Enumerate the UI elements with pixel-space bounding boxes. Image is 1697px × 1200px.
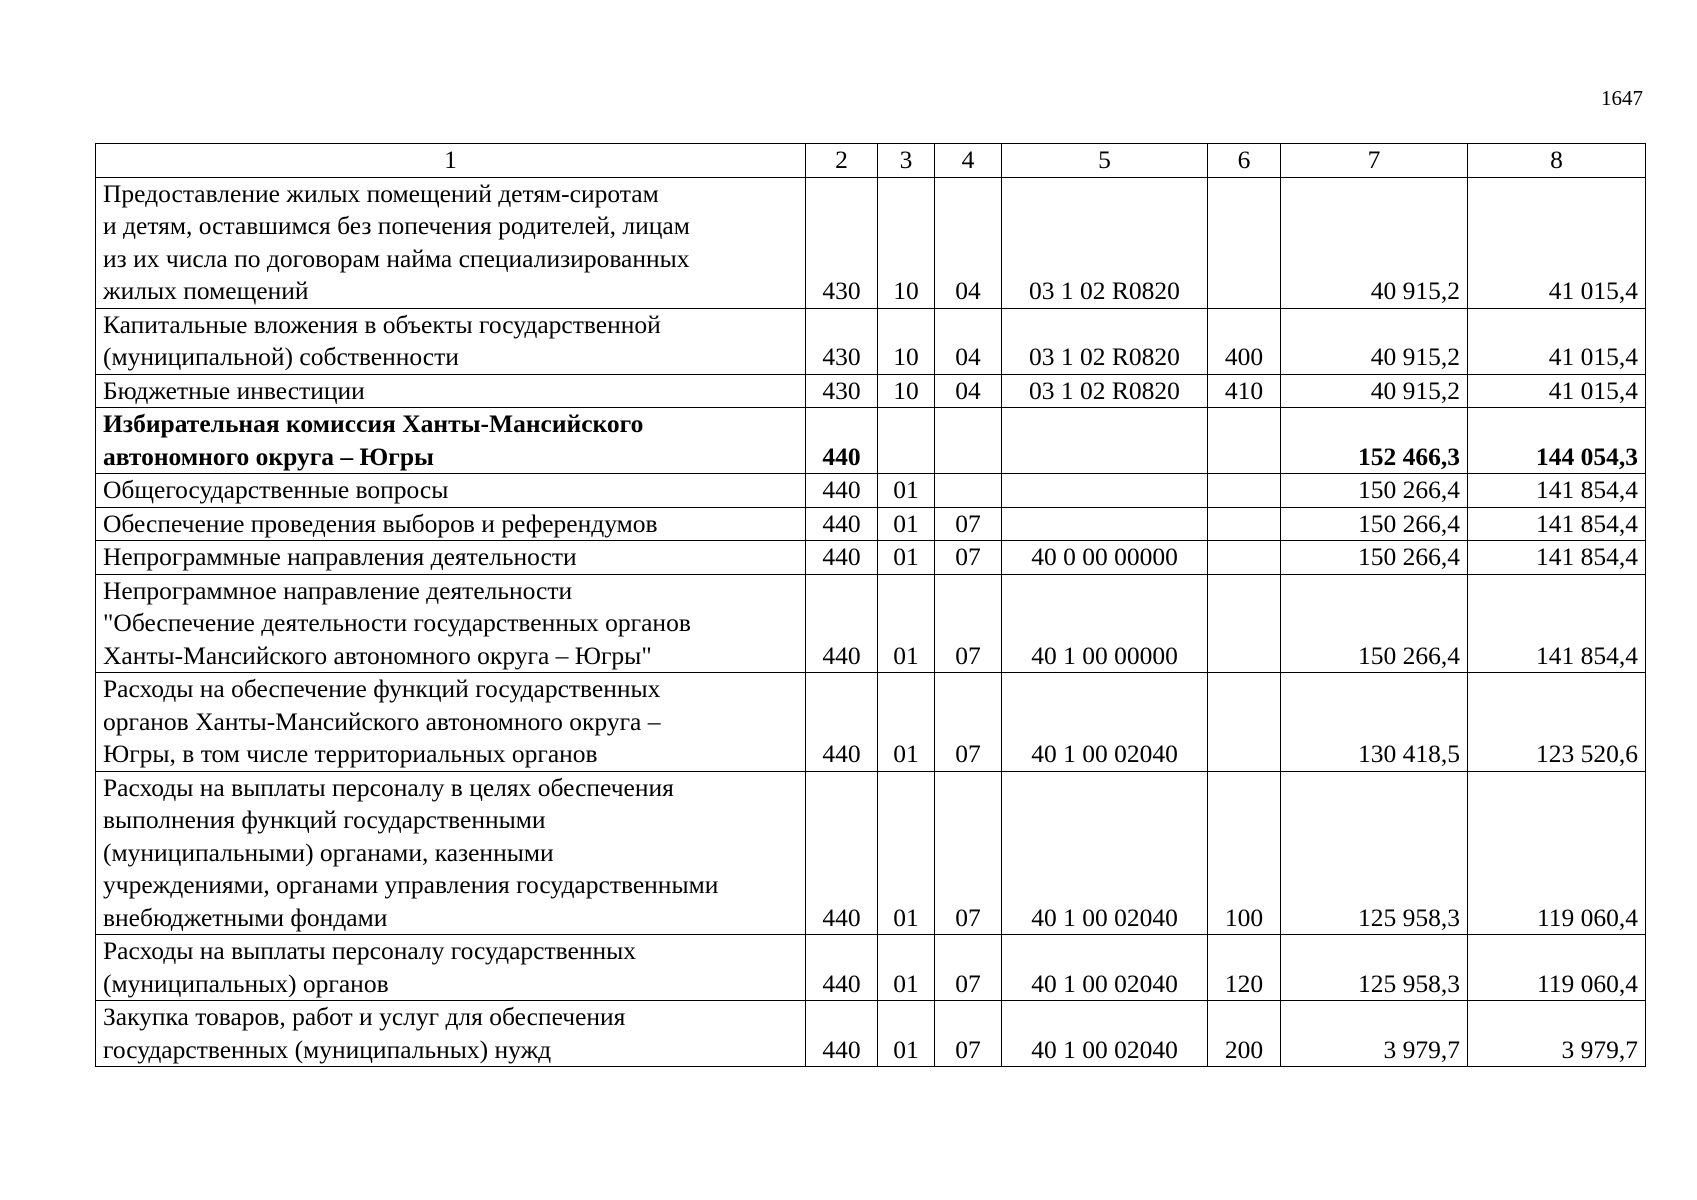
row-code-cell-c4 (935, 474, 1002, 508)
row-name-line: из их числа по договорам найма специализированных (103, 243, 690, 273)
row-amount-cell-c7: 152 466,3 (1281, 408, 1468, 474)
row-code-cell-c5: 40 1 00 02040 (1002, 935, 1208, 1001)
row-amount-cell-c8: 141 854,4 (1468, 474, 1646, 508)
row-amount-cell-c8: 141 854,4 (1468, 574, 1646, 673)
row-name-line: и детям, оставшимся без попечения родителей, лицам (103, 211, 690, 240)
row-name-line: органов Ханты-Мансийского автономного округа – (103, 706, 661, 736)
row-code-cell-c4: 07 (935, 1001, 1002, 1067)
row-code-cell-c4: 07 (935, 673, 1002, 772)
row-code-cell-c3: 01 (878, 474, 935, 508)
row-name-line: Капитальные вложения в объекты государственной (103, 309, 661, 339)
row-code-cell-c5: 40 1 00 02040 (1002, 1001, 1208, 1067)
row-amount-cell-c8: 41 015,4 (1468, 177, 1646, 308)
table-row (96, 474, 1646, 508)
row-amount-cell-c7: 3 979,7 (1281, 1001, 1468, 1067)
row-amount-cell-c7: 130 418,5 (1281, 673, 1468, 772)
row-amount-cell-c7: 150 266,4 (1281, 507, 1468, 541)
row-code-cell-c2: 440 (806, 935, 878, 1001)
table-row (96, 574, 1646, 673)
row-code-cell-c2: 430 (806, 374, 878, 408)
row-code-cell-c5 (1002, 507, 1208, 541)
row-name-line: "Обеспечение деятельности государственных органов (103, 608, 691, 637)
row-amount-cell-c8: 3 979,7 (1468, 1001, 1646, 1067)
row-code-cell-c2: 440 (806, 771, 878, 935)
table-row (96, 935, 1646, 1001)
row-code-cell-c3: 01 (878, 771, 935, 935)
row-code-cell-c3: 01 (878, 541, 935, 575)
row-code-cell-c6 (1208, 574, 1281, 673)
row-code-cell-c3: 10 (878, 308, 935, 374)
row-name-cell (96, 1001, 806, 1067)
row-code-cell-c6: 410 (1208, 374, 1281, 408)
table-row (96, 771, 1646, 935)
row-code-cell-c3: 10 (878, 177, 935, 308)
row-code-cell-c6 (1208, 408, 1281, 474)
row-name-line: выполнения функций государственными (103, 805, 546, 834)
table-row (96, 177, 1646, 308)
row-amount-cell-c7: 125 958,3 (1281, 771, 1468, 935)
row-name-line: жилых помещений (103, 276, 309, 305)
column-header: 2 (806, 144, 878, 178)
row-amount-cell-c8: 41 015,4 (1468, 308, 1646, 374)
row-name-line: Ханты-Мансийского автономного округа – Югры" (103, 640, 652, 670)
row-code-cell-c2: 440 (806, 474, 878, 508)
row-code-cell-c4: 07 (935, 574, 1002, 673)
row-code-cell-c2: 440 (806, 541, 878, 575)
row-amount-cell-c7: 150 266,4 (1281, 574, 1468, 673)
row-code-cell-c5: 03 1 02 R0820 (1002, 374, 1208, 408)
row-amount-cell-c7: 150 266,4 (1281, 541, 1468, 575)
row-code-cell-c6: 200 (1208, 1001, 1281, 1067)
column-header: 5 (1002, 144, 1208, 178)
row-name-line: учреждениями, органами управления государственными (103, 870, 719, 899)
row-code-cell-c6: 400 (1208, 308, 1281, 374)
row-name-cell (96, 374, 806, 408)
row-name-line: Югры, в том числе территориальных органов (103, 739, 598, 768)
row-name-line: Расходы на выплаты персоналу в целях обеспечения (103, 772, 674, 802)
table-row (96, 308, 1646, 374)
row-code-cell-c2: 440 (806, 673, 878, 772)
row-name-line: Общегосударственные вопросы (103, 475, 449, 504)
row-name-cell (96, 673, 806, 772)
row-code-cell-c3: 10 (878, 374, 935, 408)
row-name-line: Закупка товаров, работ и услуг для обеспечения (103, 1002, 626, 1031)
page-number: 1647 (1601, 86, 1643, 110)
row-code-cell-c6 (1208, 474, 1281, 508)
row-amount-cell-c7: 125 958,3 (1281, 935, 1468, 1001)
row-name-line: Расходы на выплаты персоналу государственных (103, 936, 636, 965)
row-code-cell-c5: 40 0 00 00000 (1002, 541, 1208, 575)
row-name-line: (муниципальных) органов (103, 968, 389, 998)
row-code-cell-c3: 01 (878, 507, 935, 541)
row-name-line: Обеспечение проведения выборов и референдумов (103, 508, 658, 538)
row-code-cell-c4: 04 (935, 308, 1002, 374)
row-code-cell-c4: 07 (935, 935, 1002, 1001)
row-code-cell-c2: 440 (806, 408, 878, 474)
row-code-cell-c5: 40 1 00 00000 (1002, 574, 1208, 673)
row-amount-cell-c8: 119 060,4 (1468, 771, 1646, 935)
row-code-cell-c5 (1002, 408, 1208, 474)
column-header-row (96, 144, 1646, 178)
row-amount-cell-c7: 150 266,4 (1281, 474, 1468, 508)
row-code-cell-c3: 01 (878, 935, 935, 1001)
row-name-cell (96, 507, 806, 541)
row-code-cell-c3: 01 (878, 673, 935, 772)
row-code-cell-c5: 03 1 02 R0820 (1002, 177, 1208, 308)
row-amount-cell-c8: 141 854,4 (1468, 541, 1646, 575)
row-name-line: Бюджетные инвестиции (103, 375, 365, 405)
row-name-line: Непрограммное направление деятельности (103, 575, 573, 605)
row-code-cell-c5 (1002, 474, 1208, 508)
row-name-line: государственных (муниципальных) нужд (103, 1034, 552, 1064)
row-name-cell (96, 935, 806, 1001)
row-code-cell-c4 (935, 408, 1002, 474)
row-name-cell (96, 541, 806, 575)
column-header: 1 (96, 144, 806, 178)
row-name-line: Избирательная комиссия Ханты-Мансийского (103, 409, 644, 438)
row-code-cell-c6 (1208, 541, 1281, 575)
row-name-cell (96, 177, 806, 308)
row-name-cell (96, 474, 806, 508)
row-code-cell-c4: 04 (935, 177, 1002, 308)
row-code-cell-c6: 120 (1208, 935, 1281, 1001)
row-name-cell (96, 408, 806, 474)
row-code-cell-c5: 03 1 02 R0820 (1002, 308, 1208, 374)
row-name-line: Расходы на обеспечение функций государственных (103, 674, 661, 703)
row-code-cell-c2: 440 (806, 574, 878, 673)
row-amount-cell-c7: 40 915,2 (1281, 308, 1468, 374)
column-header: 7 (1281, 144, 1468, 178)
row-code-cell-c6 (1208, 177, 1281, 308)
budget-table (95, 143, 1646, 1067)
row-code-cell-c6: 100 (1208, 771, 1281, 935)
row-name-line: (муниципальными) органами, казенными (103, 837, 554, 867)
table-row (96, 541, 1646, 575)
row-code-cell-c4: 07 (935, 541, 1002, 575)
table-row (96, 673, 1646, 772)
row-code-cell-c2: 440 (806, 507, 878, 541)
row-name-cell (96, 574, 806, 673)
table-row (96, 507, 1646, 541)
row-name-line: автономного округа – Югры (103, 441, 434, 471)
row-code-cell-c4: 07 (935, 771, 1002, 935)
row-code-cell-c3 (878, 408, 935, 474)
row-code-cell-c6 (1208, 673, 1281, 772)
row-amount-cell-c8: 141 854,4 (1468, 507, 1646, 541)
row-code-cell-c3: 01 (878, 574, 935, 673)
row-code-cell-c4: 04 (935, 374, 1002, 408)
row-code-cell-c2: 430 (806, 177, 878, 308)
row-name-cell (96, 308, 806, 374)
column-header: 6 (1208, 144, 1281, 178)
row-name-line: Непрограммные направления деятельности (103, 542, 577, 571)
row-code-cell-c3: 01 (878, 1001, 935, 1067)
row-amount-cell-c7: 40 915,2 (1281, 177, 1468, 308)
column-header: 3 (878, 144, 935, 178)
row-amount-cell-c8: 123 520,6 (1468, 673, 1646, 772)
row-name-line: (муниципальной) собственности (103, 342, 459, 371)
table-row (96, 374, 1646, 408)
row-code-cell-c5: 40 1 00 02040 (1002, 771, 1208, 935)
row-amount-cell-c8: 119 060,4 (1468, 935, 1646, 1001)
row-code-cell-c6 (1208, 507, 1281, 541)
column-header: 8 (1468, 144, 1646, 178)
row-code-cell-c2: 430 (806, 308, 878, 374)
row-amount-cell-c8: 41 015,4 (1468, 374, 1646, 408)
row-code-cell-c4: 07 (935, 507, 1002, 541)
row-code-cell-c2: 440 (806, 1001, 878, 1067)
row-amount-cell-c8: 144 054,3 (1468, 408, 1646, 474)
table-row (96, 1001, 1646, 1067)
table-body (96, 177, 1646, 1067)
table-row (96, 408, 1646, 474)
row-name-line: Предоставление жилых помещений детям-сиротам (103, 178, 659, 208)
column-header: 4 (935, 144, 1002, 178)
row-name-line: внебюджетными фондами (103, 902, 388, 932)
row-name-cell (96, 771, 806, 935)
row-amount-cell-c7: 40 915,2 (1281, 374, 1468, 408)
row-code-cell-c5: 40 1 00 02040 (1002, 673, 1208, 772)
